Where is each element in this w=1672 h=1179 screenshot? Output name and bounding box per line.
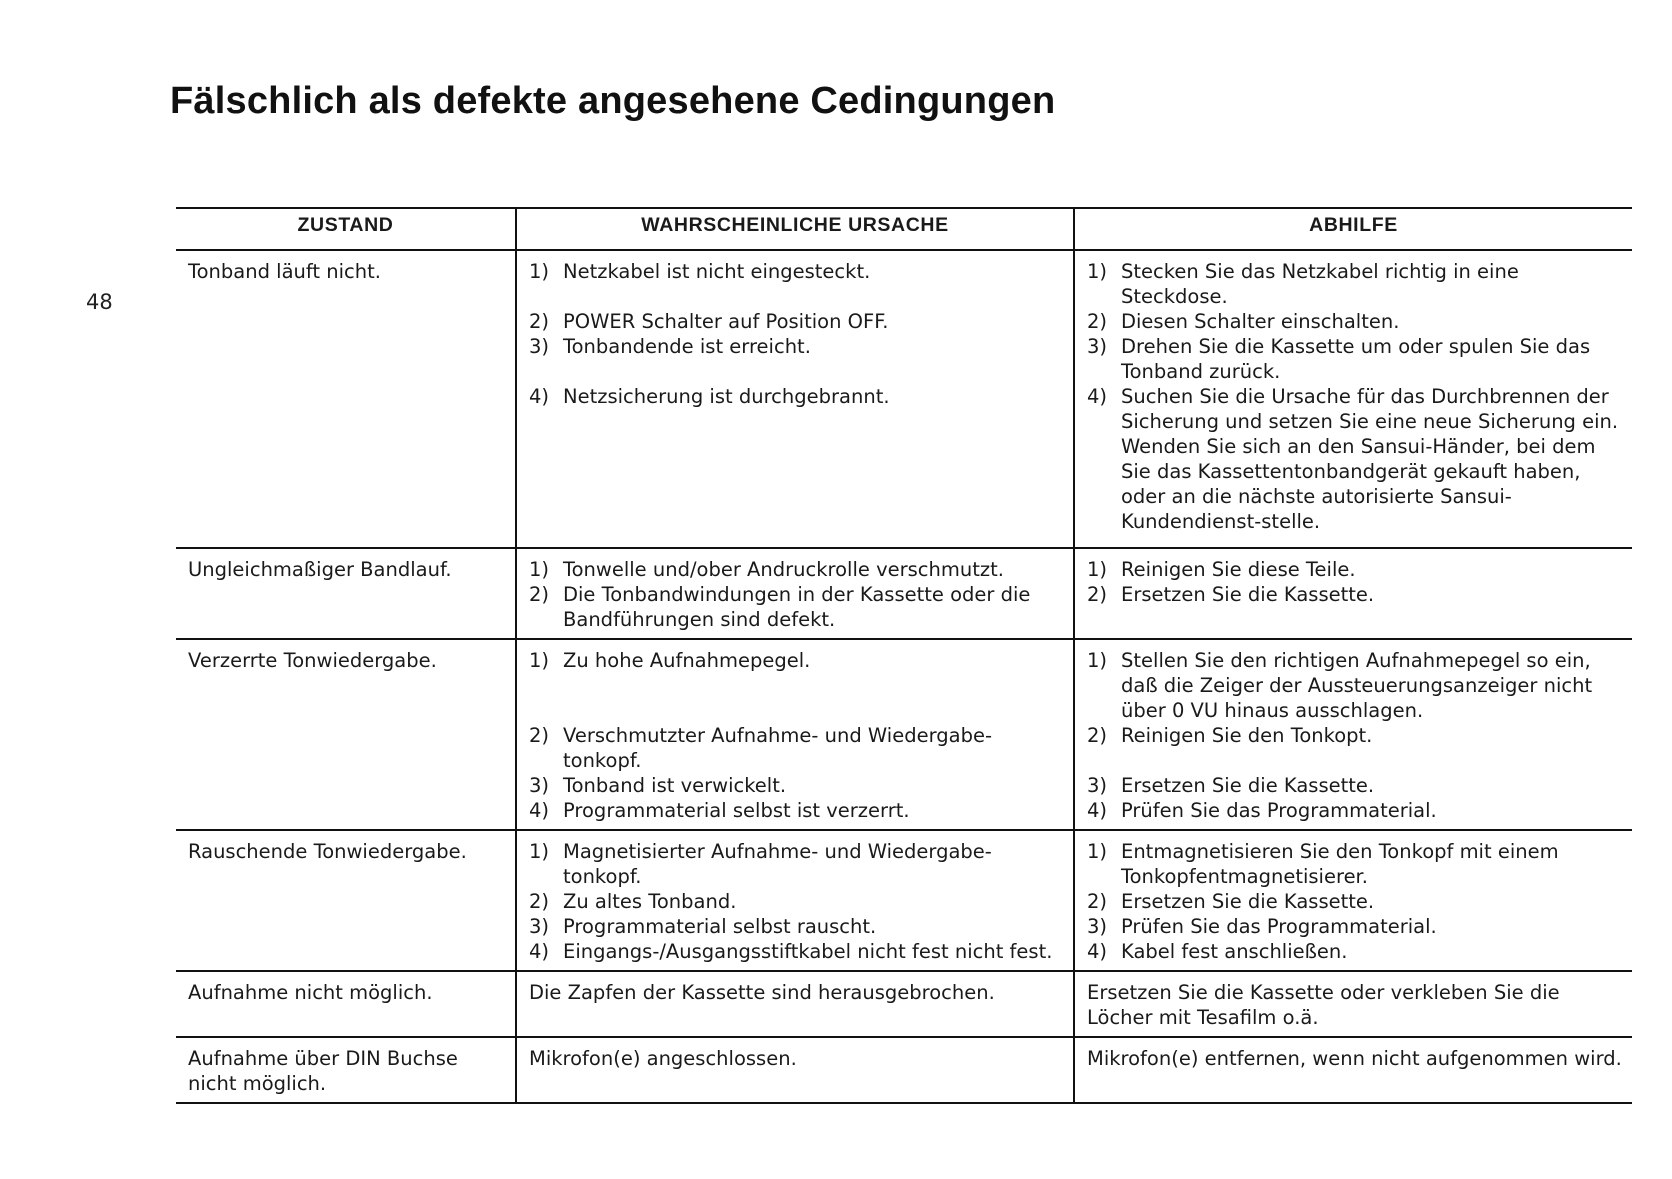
zustand-cell [176, 250, 516, 548]
item-number: 2) [1087, 583, 1108, 606]
ursache-cell [516, 1037, 1074, 1103]
item-text: Programmaterial selbst rauscht. [563, 915, 877, 938]
list-item [529, 914, 1063, 939]
item-number: 1) [1087, 260, 1108, 283]
list-item [1087, 309, 1622, 334]
zustand-text: Aufnahme nicht möglich. [188, 981, 433, 1004]
page-title: Fälschlich als defekte angesehene Cedingungen [170, 80, 1056, 122]
list-item [1087, 939, 1622, 964]
item-text: Netzkabel ist nicht eingesteckt. [563, 260, 871, 283]
item-text: POWER Schalter auf Position OFF. [563, 310, 889, 333]
item-text: Eingangs-/Ausgangsstiftkabel nicht fest nicht fest. [563, 940, 1053, 963]
ursache-cell [516, 548, 1074, 639]
list-item [529, 259, 1063, 284]
table-row [176, 830, 1632, 971]
zustand-cell [176, 639, 516, 830]
abhilfe-cell [1074, 971, 1632, 1037]
zustand-cell [176, 548, 516, 639]
abhilfe-cell [1074, 548, 1632, 639]
item-text: Prüfen Sie das Programmaterial. [1121, 799, 1437, 822]
table-row [176, 971, 1632, 1037]
zustand-cell [176, 830, 516, 971]
list-item [529, 889, 1063, 914]
table-row [176, 639, 1632, 830]
item-number: 3) [529, 335, 550, 358]
list-item [1087, 723, 1622, 748]
list-item [1087, 648, 1622, 723]
abhilfe-cell [1074, 1037, 1632, 1103]
list-item [529, 309, 1063, 334]
ursache-cell [516, 830, 1074, 971]
list-item [529, 798, 1063, 823]
list-item [529, 648, 1063, 673]
item-text: Tonband ist verwickelt. [563, 774, 787, 797]
item-text: Verschmutzter Aufnahme- und Wiedergabe-tonkopf. [563, 724, 992, 772]
list-item [1087, 259, 1622, 309]
ursache-text: Mikrofon(e) angeschlossen. [529, 1047, 797, 1070]
page-number: 48 [86, 290, 113, 314]
item-number: 4) [1087, 385, 1108, 408]
item-number: 1) [529, 260, 550, 283]
zustand-text: Rauschende Tonwiedergabe. [188, 840, 467, 863]
list-item [529, 582, 1063, 632]
list-item [529, 384, 1063, 409]
item-number: 2) [1087, 310, 1108, 333]
item-text: Reinigen Sie diese Teile. [1121, 558, 1356, 581]
item-number: 2) [1087, 724, 1108, 747]
item-text: Netzsicherung ist durchgebrannt. [563, 385, 890, 408]
abhilfe-cell [1074, 250, 1632, 548]
zustand-text: Ungleichmaßiger Bandlauf. [188, 558, 452, 581]
item-number: 1) [529, 840, 550, 863]
list-item [1087, 889, 1622, 914]
item-number: 4) [529, 385, 550, 408]
list-item [529, 334, 1063, 359]
item-number: 1) [529, 649, 550, 672]
header-abhilfe: ABHILFE [1074, 208, 1632, 250]
item-number: 2) [529, 583, 550, 606]
list-item [529, 723, 1063, 773]
header-ursache: WAHRSCHEINLICHE URSACHE [516, 208, 1074, 250]
ursache-cell [516, 639, 1074, 830]
list-item [529, 839, 1063, 889]
header-zustand: ZUSTAND [176, 208, 516, 250]
item-text: Reinigen Sie den Tonkopt. [1121, 724, 1373, 747]
table-row [176, 1037, 1632, 1103]
list-item [529, 773, 1063, 798]
list-item [529, 557, 1063, 582]
item-number: 4) [529, 940, 550, 963]
abhilfe-text: Ersetzen Sie die Kassette oder verkleben Sie die Löcher mit Tesafilm o.ä. [1087, 981, 1560, 1029]
item-text: Die Tonbandwindungen in der Kassette oder die Bandführungen sind defekt. [563, 583, 1031, 631]
zustand-cell [176, 1037, 516, 1103]
ursache-cell [516, 250, 1074, 548]
item-number: 4) [529, 799, 550, 822]
item-text: Ersetzen Sie die Kassette. [1121, 774, 1375, 797]
list-item [1087, 384, 1622, 534]
list-item [1087, 914, 1622, 939]
item-number: 3) [529, 915, 550, 938]
list-item [1087, 773, 1622, 798]
item-number: 4) [1087, 799, 1108, 822]
item-number: 1) [1087, 840, 1108, 863]
item-text: Programmaterial selbst ist verzerrt. [563, 799, 910, 822]
list-item [1087, 582, 1622, 607]
item-number: 3) [1087, 915, 1108, 938]
table-row [176, 250, 1632, 548]
item-number: 1) [1087, 558, 1108, 581]
zustand-text: Verzerrte Tonwiedergabe. [188, 649, 437, 672]
ursache-text: Die Zapfen der Kassette sind herausgebrochen. [529, 981, 995, 1004]
item-text: Ersetzen Sie die Kassette. [1121, 583, 1375, 606]
item-text: Stellen Sie den richtigen Aufnahmepegel so ein, daß die Zeiger der Aussteuerungsanzeiger nicht über 0 VU hinaus ausschlagen. [1121, 649, 1593, 722]
item-text: Entmagnetisieren Sie den Tonkopf mit einem Tonkopfentmagnetisierer. [1121, 840, 1559, 888]
item-number: 3) [529, 774, 550, 797]
item-text: Zu hohe Aufnahmepegel. [563, 649, 811, 672]
item-text: Zu altes Tonband. [563, 890, 737, 913]
item-number: 2) [529, 724, 550, 747]
list-item [529, 939, 1063, 964]
item-number: 2) [529, 310, 550, 333]
item-number: 1) [529, 558, 550, 581]
item-text: Diesen Schalter einschalten. [1121, 310, 1400, 333]
abhilfe-cell [1074, 830, 1632, 971]
abhilfe-cell [1074, 639, 1632, 830]
item-text: Stecken Sie das Netzkabel richtig in eine Steckdose. [1121, 260, 1519, 308]
item-text: Magnetisierter Aufnahme- und Wiedergabe-tonkopf. [563, 840, 992, 888]
item-text: Tonwelle und/ober Andruckrolle verschmutzt. [563, 558, 1004, 581]
zustand-cell [176, 971, 516, 1037]
item-text: Tonbandende ist erreicht. [563, 335, 811, 358]
item-number: 3) [1087, 335, 1108, 358]
list-item [1087, 798, 1622, 823]
table-row [176, 548, 1632, 639]
abhilfe-text: Mikrofon(e) entfernen, wenn nicht aufgenommen wird. [1087, 1047, 1622, 1070]
zustand-text: Tonband läuft nicht. [188, 260, 381, 283]
table-header-row [176, 208, 1632, 250]
item-number: 2) [1087, 890, 1108, 913]
item-number: 4) [1087, 940, 1108, 963]
ursache-cell [516, 971, 1074, 1037]
item-number: 3) [1087, 774, 1108, 797]
list-item [1087, 557, 1622, 582]
item-text: Kabel fest anschließen. [1121, 940, 1348, 963]
item-number: 1) [1087, 649, 1108, 672]
troubleshooting-table [176, 207, 1632, 1104]
item-text: Suchen Sie die Ursache für das Durchbrennen der Sicherung und setzen Sie eine neue Sicherung ein. Wenden Sie sich an den Sansui-Händer, bei dem Sie das Kassettentonbandgerät gekauft haben, oder an die nächste autorisierte Sansui-Kundendienst-stelle. [1121, 385, 1619, 533]
item-text: Drehen Sie die Kassette um oder spulen Sie das Tonband zurück. [1121, 335, 1591, 383]
list-item [1087, 334, 1622, 384]
item-number: 2) [529, 890, 550, 913]
list-item [1087, 839, 1622, 889]
item-text: Prüfen Sie das Programmaterial. [1121, 915, 1437, 938]
item-text: Ersetzen Sie die Kassette. [1121, 890, 1375, 913]
zustand-text: Aufnahme über DIN Buchse nicht möglich. [188, 1047, 458, 1095]
